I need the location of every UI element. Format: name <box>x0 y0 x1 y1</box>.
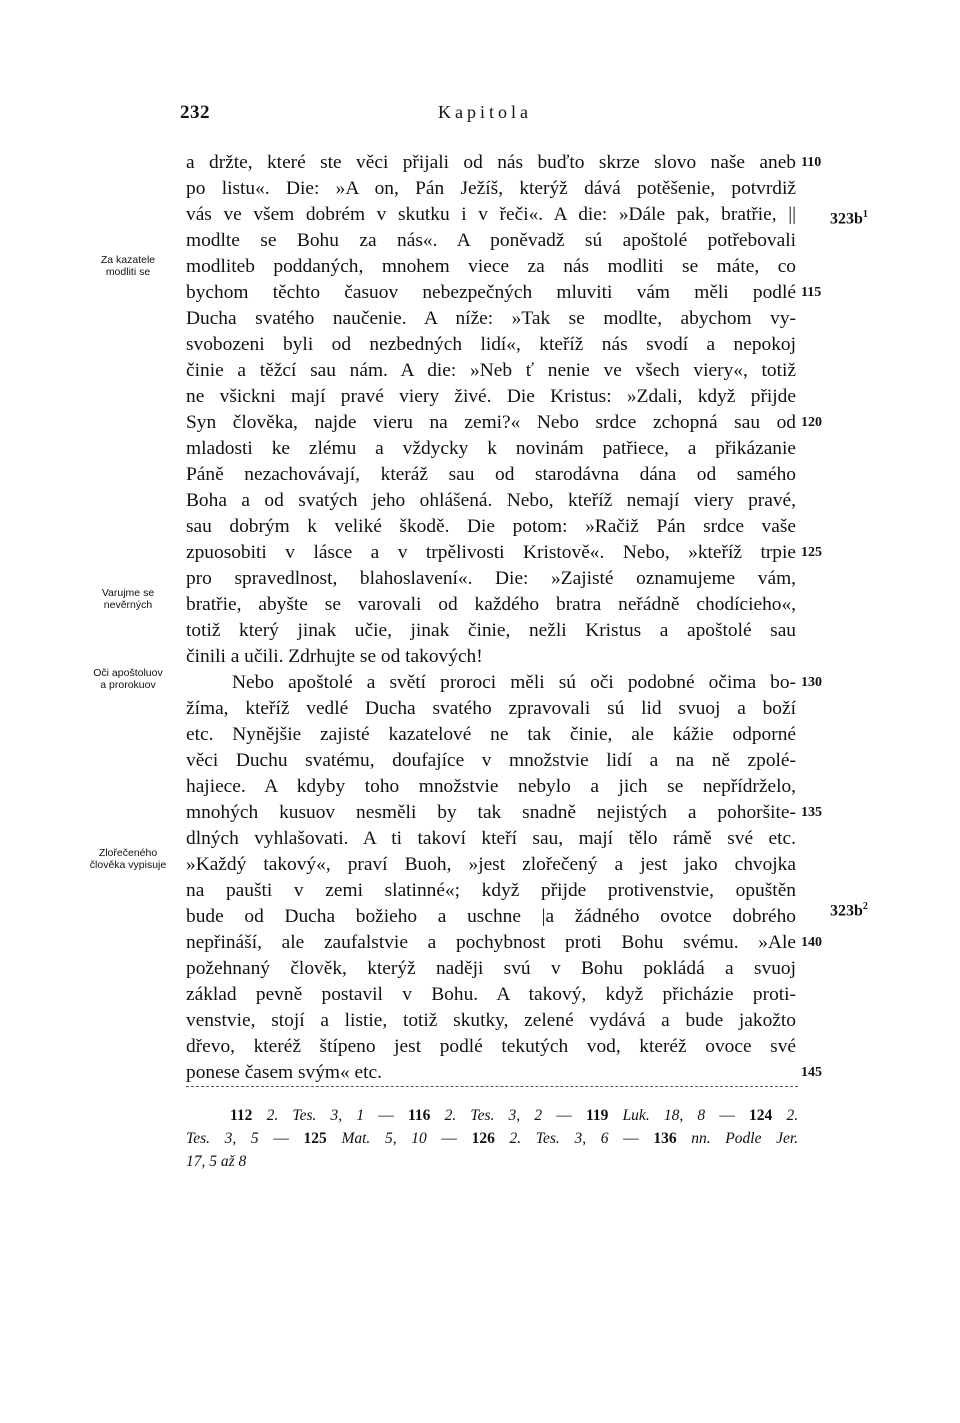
text-line: Nebo apoštolé a světí proroci měli sú oči podobné očima bo- <box>232 672 796 693</box>
text-line: Boha a od svatých jeho ohlášená. Nebo, kteříž nemají viery pravé, <box>186 490 796 511</box>
text-line: »Každý takový«, praví Buoh, »jest zlořečený a jest jako chvojka <box>186 854 796 875</box>
folio-reference-sup: 2 <box>862 901 868 912</box>
footnote-dash: — <box>273 1130 289 1147</box>
text-line: bychom těchto časuov nebezpečných mluviti vám měli podlé <box>186 282 796 303</box>
text-line: svobozeni byli od nezbedných lidí«, kteříž nás svodí a nepokoj <box>186 334 796 355</box>
footnote-line <box>186 1150 798 1173</box>
margin-note <box>78 847 178 871</box>
text-line: bratřie, abyšte se varovali od každého bratra neřádně chodícieho«, <box>186 594 796 615</box>
margin-note-line: Za kazatele <box>100 254 156 266</box>
text-line: mladosti ke zlému a vždycky k novinám patřiece, a přikázanie <box>186 438 796 459</box>
text-line: modlte se Bohu za nás«. A poněvadž sú apoštolé potřebovali <box>186 230 796 251</box>
margin-note-line: člověka vypisuje <box>89 859 167 871</box>
margin-note-line: Oči apoštoluov <box>93 667 163 679</box>
line-number: 120 <box>801 415 822 430</box>
margin-note-line: Varujme se <box>101 587 155 599</box>
footnote-line-number: 124 <box>749 1107 773 1124</box>
folio-reference-base: 323b <box>830 902 863 920</box>
text-line: zpuosobiti v lásce a v trpělivosti Kristově«. Nebo, »kteříž trpie <box>186 542 796 563</box>
line-number: 140 <box>801 935 822 950</box>
footnote-dash: — <box>441 1130 457 1147</box>
text-line: mnohých kusuov nesměli by tak snadně nejistých a pohoršite- <box>186 802 796 823</box>
line-number: 145 <box>801 1065 822 1080</box>
footnote-dash: — <box>719 1107 735 1124</box>
text-line: dlných vyhlašovati. A ti takoví kteří sau, mají tělo rámě své etc. <box>186 828 796 849</box>
folio-reference <box>830 894 868 924</box>
footnote-reference: 2. Tes. 3, 1 <box>266 1107 365 1124</box>
line-number: 130 <box>801 675 822 690</box>
text-line: bude od Ducha božieho a uschne |a žádného ovotce dobrého <box>186 906 796 927</box>
margin-note-line: nevěrných <box>103 599 153 611</box>
margin-note-line: Zlořečeného <box>98 847 158 859</box>
footnote-reference: nn. Podle Jer. <box>691 1130 799 1147</box>
footnote-reference: 2. <box>786 1107 799 1124</box>
text-line: Ducha svatého naučenie. A níže: »Tak se modlte, abychom vy- <box>186 308 796 329</box>
footnote-reference: 17, 5 až 8 <box>186 1153 247 1170</box>
footnote-line <box>186 1104 798 1127</box>
folio-reference <box>830 202 868 232</box>
page-header <box>180 102 820 132</box>
text-line: věci Duchu svatému, doufajíce v množstvie lidí a na ně zpolé- <box>186 750 796 771</box>
text-line: etc. Nynějšie zajisté kazatelové ne tak činie, ale kážie odporné <box>186 724 796 745</box>
footnote-reference: Mat. 5, 10 <box>341 1130 427 1147</box>
text-line: modliteb poddaných, mnohem viece za nás modliti se máte, co <box>186 256 796 277</box>
footnote-reference: 2. Tes. 3, 6 <box>509 1130 609 1147</box>
text-line: Syn člověka, najde vieru na zemi?« Nebo srdce zchopná sau od <box>186 412 796 433</box>
footnote-line-number: 125 <box>303 1130 327 1147</box>
text-line: venstvie, stojí a listie, totiž skutky, zelené vydává a bude jakožto <box>186 1010 796 1031</box>
margin-note-line: a prorokuov <box>100 679 156 691</box>
text-line: nepřináší, ale zaufalstvie a pochybnost proti Bohu svému. »Ale <box>186 932 796 953</box>
folio-reference-base: 323b <box>830 210 863 228</box>
margin-note <box>78 667 178 691</box>
footnote-line-number: 136 <box>653 1130 677 1147</box>
text-line: na paušti v zemi slatinné«; když přijde protivenstvie, opuštěn <box>186 880 796 901</box>
footnote-line-number: 119 <box>585 1107 609 1124</box>
footnote-reference: 2. Tes. 3, 2 <box>444 1107 543 1124</box>
text-line: základ pevně postavil v Bohu. A takový, když přicházie proti- <box>186 984 796 1005</box>
margin-note <box>78 254 178 278</box>
line-number: 115 <box>801 285 822 300</box>
footnote-line-number: 116 <box>407 1107 431 1124</box>
text-line: ponese časem svým« etc. <box>186 1062 382 1083</box>
footnote-reference: Luk. 18, 8 <box>622 1107 706 1124</box>
running-title: Kapitola <box>438 102 532 122</box>
text-line: žíma, kteříž vedlé Ducha svatého zpravovali sú lid svuoj a boží <box>186 698 796 719</box>
text-line: požehnaný člověk, kterýž naději svú v Bohu pokládá a svuoj <box>186 958 796 979</box>
text-line: ne všickni mají pravé viery živé. Die Kristus: »Zdali, když přijde <box>186 386 796 407</box>
line-number: 135 <box>801 805 822 820</box>
footnote-line-number: 112 <box>230 1107 253 1124</box>
footnote-dash: — <box>556 1107 572 1124</box>
text-line: sau dobrým k veliké škodě. Die potom: »Račiž Pán srdce vaše <box>186 516 796 537</box>
footnotes <box>186 1104 798 1173</box>
margin-note <box>78 587 178 611</box>
text-line: totiž který jinak učie, jinak činie, nežli Kristus a apoštolé sau <box>186 620 796 641</box>
text-line: pro spravedlnost, blahoslavení«. Die: »Zajisté oznamujeme vám, <box>186 568 796 589</box>
text-line: činie a těžcí sau nám. A die: »Neb ť nenie ve všech viery«, totiž <box>186 360 796 381</box>
text-line: dřevo, kteréž štípeno jest podlé tekutých vod, kteréž ovoce své <box>186 1036 796 1057</box>
footnote-line-number: 126 <box>471 1130 495 1147</box>
folio-reference-sup: 1 <box>862 209 868 220</box>
text-line: a držte, které ste věci přijali od nás buďto skrze slovo naše aneb <box>186 152 796 173</box>
line-number: 110 <box>801 155 822 170</box>
text-line: vás ve všem dobrém v skutku i v řeči«. A die: »Dále pak, bratřie, || <box>186 204 796 225</box>
footnote-dash: — <box>378 1107 394 1124</box>
footnote-dash: — <box>623 1130 639 1147</box>
footnote-reference: Tes. 3, 5 <box>186 1130 259 1147</box>
text-line: Páně nezachovávají, kteráž sau od starodávna dána od samého <box>186 464 796 485</box>
page-number: 232 <box>180 102 210 123</box>
line-number: 125 <box>801 545 822 560</box>
text-line: činili a učili. Zdrhujte se od takových! <box>186 646 483 667</box>
margin-note-line: modliti se <box>105 266 151 278</box>
text-line: hajiece. A kdyby toho množstvie nebylo a jich se nepřídrželo, <box>186 776 796 797</box>
footnote-line <box>186 1127 798 1150</box>
footnote-separator <box>186 1086 798 1087</box>
text-line: po listu«. Die: »A on, Pán Ježíš, kterýž dává potěšenie, potvrdiž <box>186 178 796 199</box>
